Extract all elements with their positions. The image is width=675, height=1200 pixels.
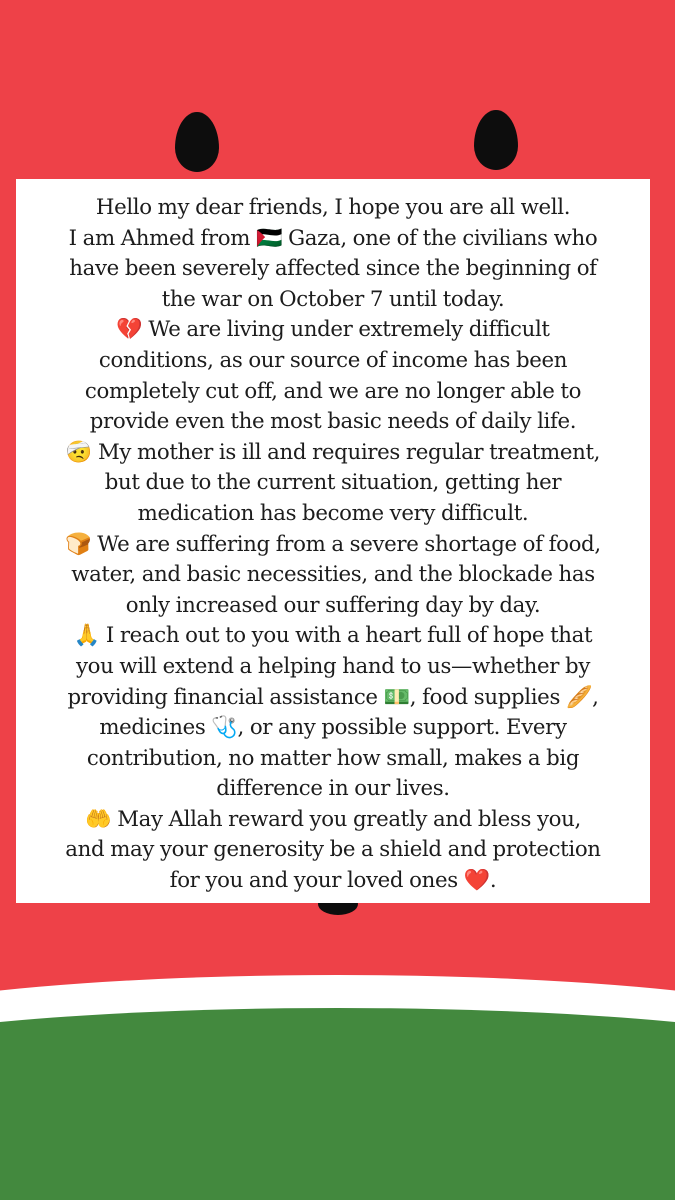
message-line: 🍞 We are suffering from a severe shortage of food, <box>65 531 601 557</box>
watermelon-rind-green <box>0 1008 675 1200</box>
message-line: the war on October 7 until today. <box>161 286 505 312</box>
message-line: 💔 We are living under extremely difficult <box>116 317 550 343</box>
message-line: contribution, no matter how small, makes a big <box>86 745 580 771</box>
message-line: medicines 🩺, or any possible support. Every <box>99 715 567 741</box>
message-line: provide even the most basic needs of daily life. <box>89 409 577 435</box>
message-line: Hello my dear friends, I hope you are all well. <box>95 195 571 220</box>
message-line: completely cut off, and we are no longer able to <box>84 378 582 404</box>
message-card <box>16 179 650 903</box>
message-line: for you and your loved ones ❤️. <box>169 868 497 894</box>
message-line: 🤕 My mother is ill and requires regular treatment, <box>65 439 601 465</box>
message-line: have been severely affected since the beginning of <box>69 256 597 282</box>
message-line: 🙏 I reach out to you with a heart full of hope that <box>73 623 593 649</box>
message-line: providing financial assistance 💵, food supplies 🥖, <box>67 684 599 710</box>
message-line: I am Ahmed from 🇵🇸 Gaza, one of the civilians who <box>68 225 598 251</box>
message-text <box>24 193 642 897</box>
message-line: difference in our lives. <box>216 776 450 802</box>
message-line: you will extend a helping hand to us—whether by <box>75 653 591 679</box>
message-line: conditions, as our source of income has been <box>98 347 568 373</box>
message-line: water, and basic necessities, and the blockade has <box>71 562 595 588</box>
message-line: 🤲 May Allah reward you greatly and bless you, <box>85 806 581 832</box>
message-line: medication has become very difficult. <box>137 500 529 526</box>
message-line: and may your generosity be a shield and protection <box>65 837 601 863</box>
message-line: only increased our suffering day by day. <box>125 592 541 618</box>
message-line: but due to the current situation, getting her <box>104 470 562 496</box>
